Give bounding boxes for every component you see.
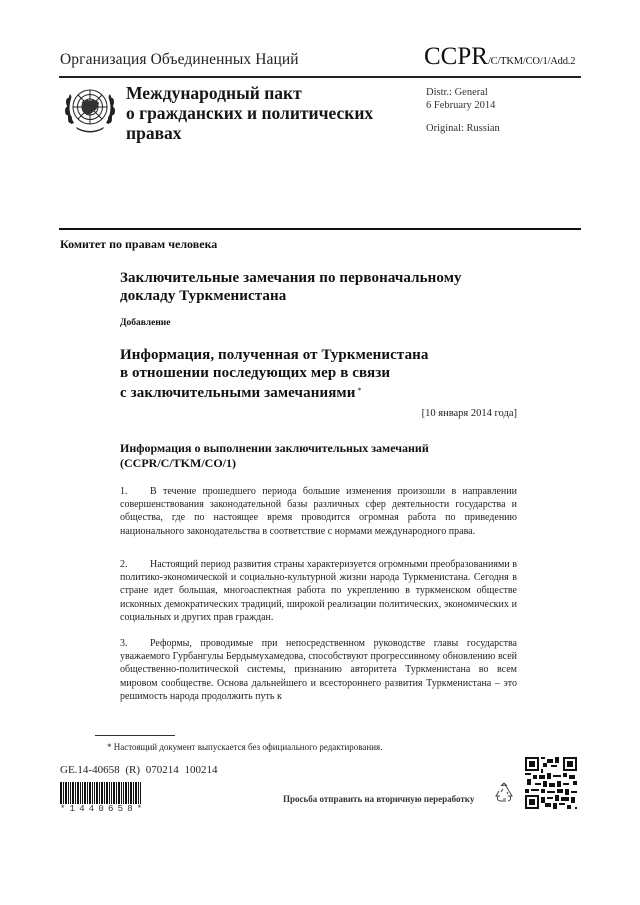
qr-code-icon[interactable] xyxy=(525,757,577,809)
paragraph xyxy=(120,558,517,624)
footnote-marker[interactable]: * xyxy=(357,386,362,395)
paragraph-text: Настоящий период развития страны характеризуется огромными преобразованиями в политико-экономической и социально-культурной жизни народа Туркменистана. Сегодня в стране идет большая, многоаспектная работа по укреплению в туркменском обществе исконных демократических традиций, широкой реализации политических, экономических и социальных и других прав граждан. xyxy=(120,559,517,623)
issue-date: 6 February 2014 xyxy=(426,100,496,111)
paragraph-number: 1. xyxy=(120,486,128,497)
document-metadata xyxy=(426,86,500,135)
job-number: GE.14-40658 (R) 070214 100214 xyxy=(60,764,218,776)
original-language: Original: Russian xyxy=(426,123,500,134)
report-title-line: докладу Туркменистана xyxy=(120,287,287,304)
un-emblem-icon xyxy=(62,80,118,138)
footnote: * Настоящий документ выпускается без официального редактирования. xyxy=(107,742,383,752)
received-date: [10 января 2014 года] xyxy=(421,408,517,419)
info-title-line: с заключительными замечаниями xyxy=(120,385,356,401)
committee-name: Комитет по правам человека xyxy=(60,237,218,251)
paragraph xyxy=(120,637,517,703)
section-divider xyxy=(59,228,581,230)
report-title xyxy=(120,270,462,305)
info-title-line: Информация, полученная от Туркменистана xyxy=(120,347,429,363)
header-divider xyxy=(59,76,581,78)
title-line: Международный пакт xyxy=(126,83,302,103)
recycle-notice: Просьба отправить на вторичную переработку xyxy=(283,794,475,804)
addendum-label: Добавление xyxy=(120,318,171,328)
paragraph-text: В течение прошедшего периода большие изменения произошли в направлении совершенствования законодательной базы различных сфер деятельности государства и общества, где по настоящее время проводится огромная работа по приведению национального законодательства в соответствие с нормами международного права. xyxy=(120,486,517,537)
recycle-icon xyxy=(494,782,514,804)
barcode-icon xyxy=(60,782,150,804)
footnote-rule xyxy=(95,735,175,736)
paragraph xyxy=(120,485,517,538)
report-title-line: Заключительные замечания по первоначальному xyxy=(120,270,462,286)
info-title xyxy=(120,347,429,403)
section-title-line: Информация о выполнении заключительных замечаний xyxy=(120,441,429,455)
symbol-suffix: /C/TKM/CO/1/Add.2 xyxy=(487,56,576,67)
document-title xyxy=(126,83,373,143)
symbol-main: CCPR xyxy=(424,43,488,70)
section-title-line: (CCPR/C/TKM/CO/1) xyxy=(120,455,236,470)
title-line: о гражданских и политических xyxy=(126,103,374,123)
info-title-line: в отношении последующих мер в связи xyxy=(120,364,391,381)
distribution: Distr.: General xyxy=(426,87,488,98)
section-title xyxy=(120,441,429,470)
organization-name: Организация Объединенных Наций xyxy=(60,51,299,68)
paragraph-number: 2. xyxy=(120,559,128,570)
barcode-number: *1440658* xyxy=(60,804,147,814)
document-symbol xyxy=(424,43,575,71)
title-line: правах xyxy=(126,123,182,143)
paragraph-number: 3. xyxy=(120,638,128,649)
paragraph-text: Реформы, проводимые при непосредственном руководстве главы государства уважаемого Гурбангулы Бердымухамедова, способствуют прогрессивному обновлению всей общественно-политической системы, признанию авторитета Туркменистана во всем мировом сообществе. Основа дальнейшего и всестороннего развития Туркменистана – это решимость народа продолжить путь к xyxy=(120,638,517,702)
